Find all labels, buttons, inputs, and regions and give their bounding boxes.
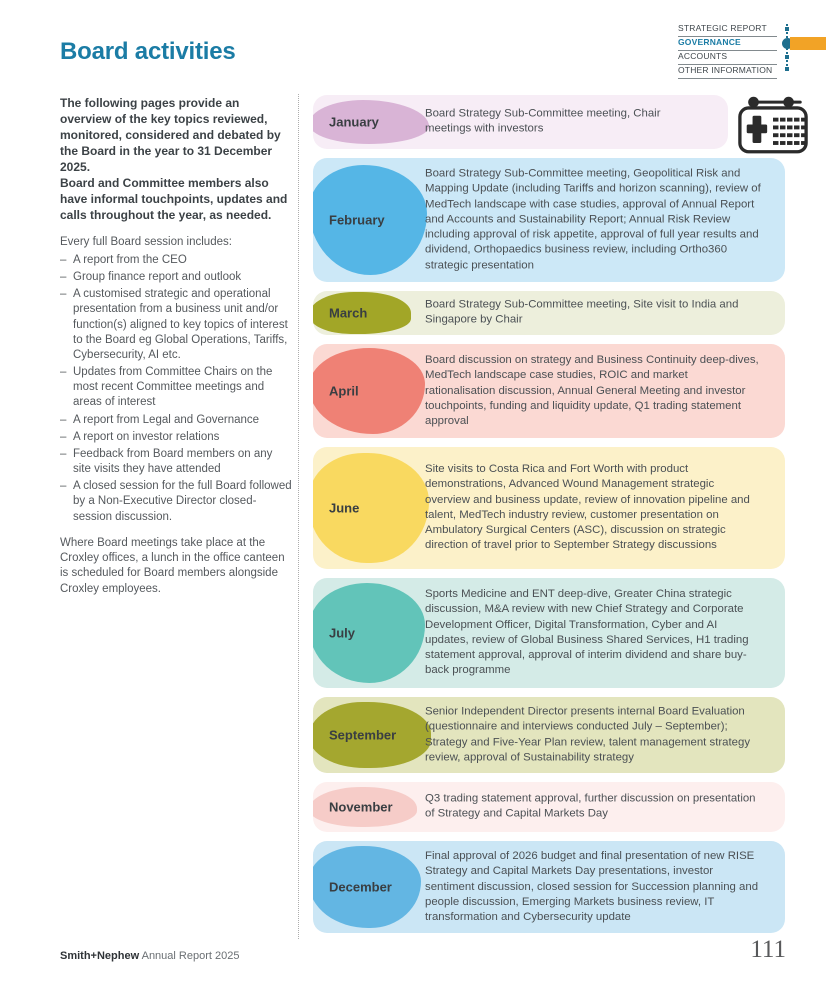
- intro-lead-line: The following pages provide an overview of the key topics reviewed, monitored, considered and debated by the Board in the year to 31 December 2025.: [60, 96, 281, 174]
- nav-rail-dot: [785, 55, 789, 59]
- bullet-dash: –: [60, 430, 67, 443]
- timeline-month-row: [313, 447, 785, 569]
- timeline-month-row: [313, 95, 728, 149]
- intro-column: [60, 96, 293, 597]
- section-nav: [678, 23, 826, 79]
- timeline-month-row: [313, 158, 785, 282]
- month-description: Board discussion on strategy and Business Continuity deep-dives, MedTech landscape case studies, ROIC and market rationalisation discussion, Annual General Meeting and investor touchpoints, funding and liquidity update, Q1 trading statement approval: [425, 353, 759, 427]
- bullet-dash: –: [60, 288, 67, 301]
- column-divider: [298, 94, 299, 939]
- month-label: November: [329, 799, 393, 815]
- bullet-dash: –: [60, 447, 67, 460]
- footer-brand: Smith+Nephew: [60, 950, 140, 962]
- bullet-dash: –: [60, 253, 67, 266]
- timeline-month-row: [313, 782, 785, 832]
- session-list-item: [60, 447, 293, 477]
- session-list-item-text: A report on investor relations: [73, 430, 220, 443]
- bullet-dash: –: [60, 271, 67, 284]
- month-label: February: [329, 212, 385, 228]
- month-description: Site visits to Costa Rica and Fort Worth with product demonstrations, Advanced Wound Management strategic overview and business update, review of innovation pipeline and talent, MedTech industry review, customer presentation on Ambulatory Surgical Centers (ASC), discussion on strategic direction of travel prior to September Strategy discussions: [425, 463, 750, 552]
- calendar-icon: [736, 95, 810, 154]
- month-description: Q3 trading statement approval, further discussion on presentation of Strategy and Capital Markets Day: [425, 792, 756, 820]
- session-list-item: [60, 430, 293, 445]
- timeline-month-row: [313, 697, 785, 773]
- timeline-month-row: [313, 344, 785, 438]
- bullet-dash: –: [60, 413, 67, 426]
- session-list-item: [60, 270, 293, 285]
- nav-tab[interactable]: GOVERNANCE: [678, 37, 777, 51]
- session-list-item-text: A report from the CEO: [73, 253, 187, 266]
- session-list-item: [60, 365, 293, 411]
- timeline-month-row: [313, 578, 785, 688]
- month-description: Board Strategy Sub-Committee meeting, Site visit to India and Singapore by Chair: [425, 298, 739, 326]
- board-activities-timeline: [313, 95, 785, 942]
- session-heading: Every full Board session includes:: [60, 235, 232, 248]
- session-list-item-text: A report from Legal and Governance: [73, 413, 260, 426]
- session-list-item: [60, 413, 293, 428]
- month-label: March: [329, 305, 368, 321]
- session-list-item-text: Updates from Committee Chairs on the most recent Committee meetings and areas of interest: [73, 366, 273, 409]
- month-description: Board Strategy Sub-Committee meeting, Chair meetings with investors: [425, 107, 661, 135]
- month-description: Final approval of 2026 budget and final presentation of new RISE Strategy and Capital Markets Day presentations, investor sentiment discussion, closed session for Succession planning and people discussion, Emerging Markets business review, IT transformation and Cybersecurity update: [425, 849, 759, 923]
- nav-tab[interactable]: OTHER INFORMATION: [678, 65, 777, 79]
- timeline-month-row: [313, 841, 785, 933]
- intro-lead-line: Board and Committee members also have informal touchpoints, updates and calls throughout the year, as needed.: [60, 175, 288, 222]
- page-number: 111: [750, 936, 786, 963]
- footer-report-title: Annual Report 2025: [139, 950, 240, 962]
- session-list-item-text: A closed session for the full Board followed by a Non-Executive Director closed-session discussion.: [73, 480, 292, 523]
- timeline-month-row: [313, 291, 785, 335]
- intro-lead: [60, 96, 293, 224]
- nav-tab[interactable]: STRATEGIC REPORT: [678, 23, 777, 37]
- intro-closing: Where Board meetings take place at the Croxley offices, a lunch in the office canteen is scheduled for Board members alongside Croxley employees.: [60, 536, 285, 595]
- month-description: Sports Medicine and ENT deep-dive, Greater China strategic discussion, M&A review with new Chief Strategy and Corporate Development Officer, Digital Transformation, Cyber and AI updates, review of Global Business Shared Services, H1 trading statement approval, approval of interim dividend and share buy-back programme: [425, 588, 749, 677]
- month-description: Board Strategy Sub-Committee meeting, Geopolitical Risk and Mapping Update (including Tariffs and horizon scanning), review of MedTech landscape with case studies, approval of Annual Report and Accounts and Sustainability Report; Annual Risk Review including approval of risk appetite, approval of full year results and dividend, Orthopaedics business review, including Ortho360 strategic presentation: [425, 167, 761, 272]
- page-title: Board activities: [60, 38, 236, 65]
- month-label: January: [329, 114, 379, 130]
- session-list-item-text: A customised strategic and operational presentation from a business unit and/or function(s) aligned to key topics of interest to the Board eg Global Operations, Tariffs, Cybersecurity, AI etc.: [73, 288, 288, 361]
- session-list-item-text: Group finance report and outlook: [73, 271, 242, 284]
- month-description: Senior Independent Director presents internal Board Evaluation (questionnaire and interviews conducted July – September); Strategy and Five-Year Plan review, talent management strategy review, approval of Sustainability strategy: [425, 705, 751, 764]
- nav-rail-dot: [785, 67, 789, 71]
- session-list-item-text: Feedback from Board members on any site visits they have attended: [73, 447, 273, 476]
- nav-rail-dot: [785, 27, 789, 31]
- nav-tab[interactable]: ACCOUNTS: [678, 51, 777, 65]
- session-list-item: [60, 253, 293, 268]
- session-list-item: [60, 479, 293, 525]
- bullet-dash: –: [60, 480, 67, 493]
- section-nav-tabs: [678, 23, 777, 79]
- month-label: December: [329, 879, 392, 895]
- session-list-item: [60, 287, 293, 363]
- footer: [60, 950, 239, 962]
- month-label: June: [329, 500, 360, 516]
- month-label: July: [329, 625, 356, 641]
- month-label: September: [329, 727, 397, 743]
- bullet-dash: –: [60, 366, 67, 379]
- month-label: April: [329, 383, 359, 399]
- session-list: [60, 253, 293, 525]
- nav-accent-bar: [790, 37, 826, 50]
